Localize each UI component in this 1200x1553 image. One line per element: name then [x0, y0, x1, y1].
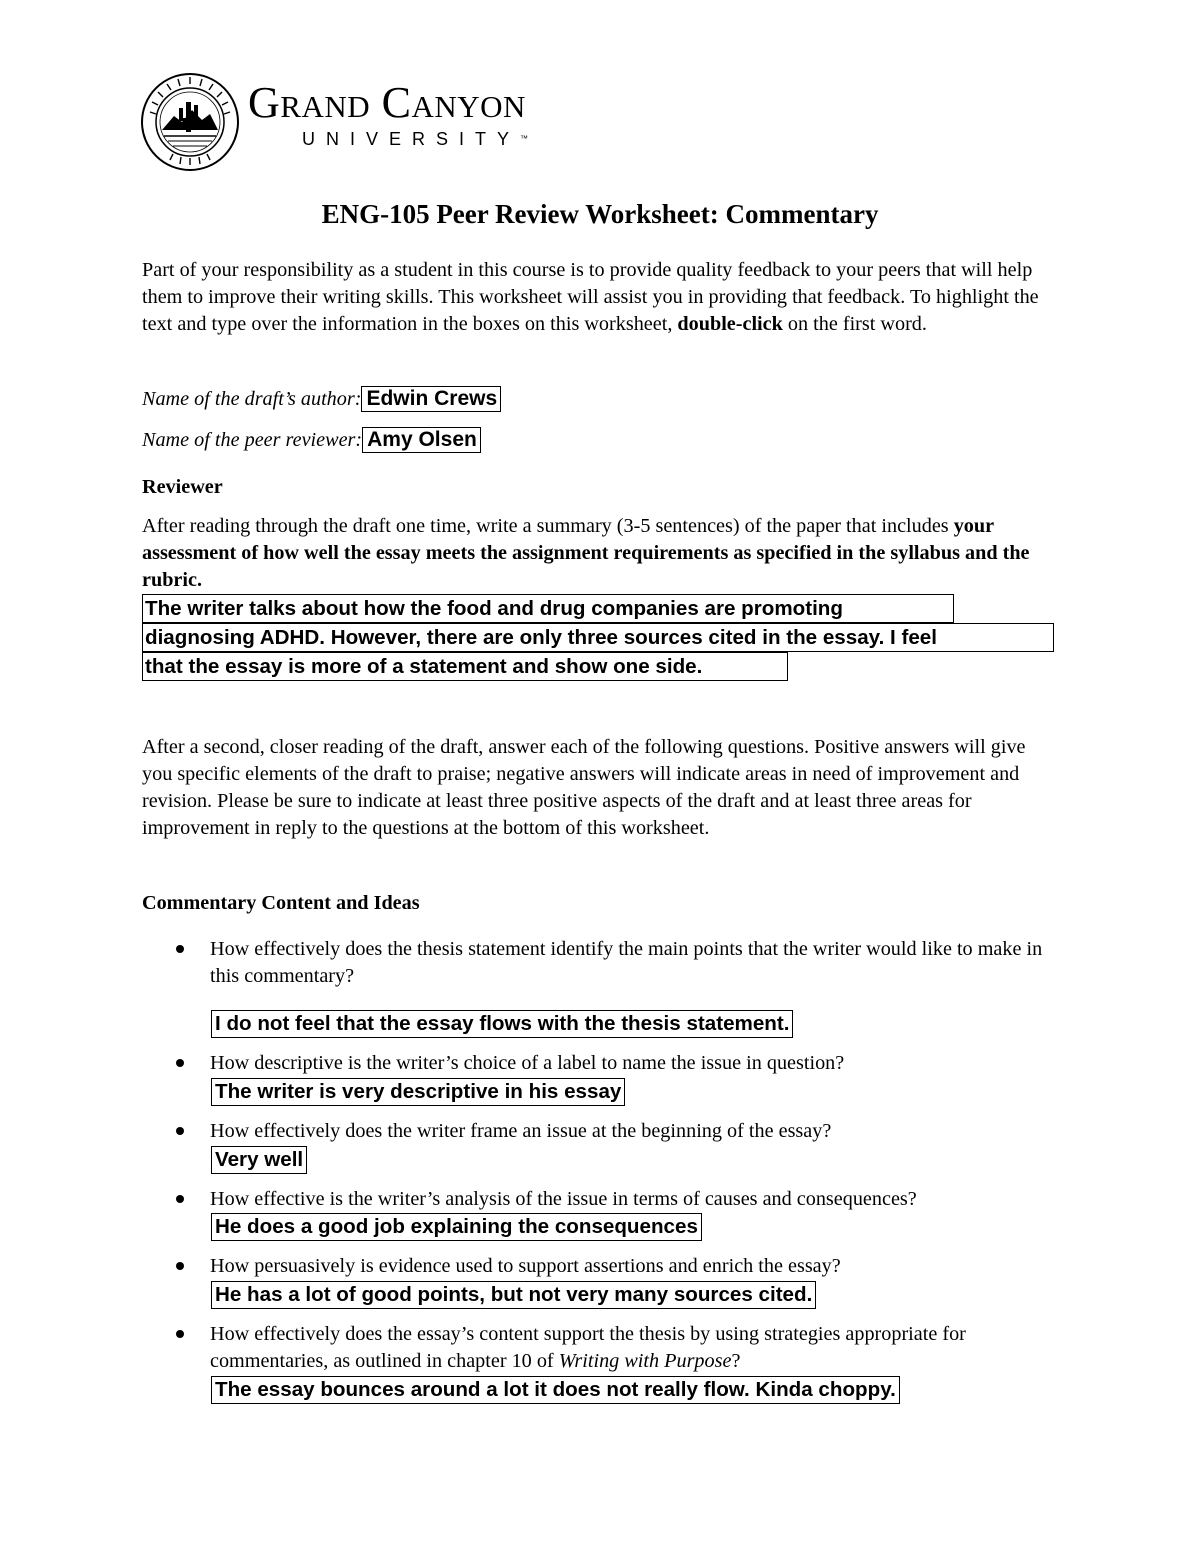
logo-subtitle: [302, 128, 528, 150]
answer-1-field[interactable]: I do not feel that the essay flows with the thesis statement.: [211, 1010, 793, 1038]
summary-line: [142, 623, 1054, 652]
summary-prompt-bold: your assessment of how well the essay meets the assignment requirements as specified in the syllabus and the rubric.: [142, 515, 1030, 591]
summary-line: [142, 652, 1054, 681]
content-heading: Commentary Content and Ideas: [142, 892, 420, 914]
bullet-icon: [176, 945, 184, 953]
logo-name: Grand Canyon: [248, 78, 526, 127]
question-6-text: How effectively does the essay’s content support the thesis by using strategies appropriate for commentaries, as outlined in chapter 10 of: [210, 1323, 966, 1372]
reviewer-heading: Reviewer: [142, 476, 223, 498]
bullet-icon: [176, 1059, 184, 1067]
question-5: How persuasively is evidence used to support assertions and enrich the essay?: [210, 1255, 841, 1277]
question-1: How effectively does the thesis statement identify the main points that the writer would like to make in this commentary?: [210, 938, 1043, 987]
intro-bold: double-click: [677, 313, 783, 335]
author-row: [142, 384, 501, 414]
university-seal-icon: [140, 72, 240, 172]
logo-university: UNIVERSITY: [302, 129, 521, 149]
answer-5-field[interactable]: He has a lot of good points, but not very many sources cited.: [211, 1281, 816, 1309]
intro-tail: on the first word.: [782, 313, 927, 335]
question-6-book-title: Writing with Purpose: [558, 1350, 732, 1372]
bullet-icon: [176, 1127, 184, 1135]
answer-2-field[interactable]: The writer is very descriptive in his essay: [211, 1078, 625, 1106]
answer-3-field[interactable]: Very well: [211, 1146, 307, 1174]
second-reading-paragraph: After a second, closer reading of the draft, answer each of the following questions. Positive answers will give you specific elements of the draft to praise; negative answers will indicate areas in need of improvement and revision. Please be sure to indicate at least three positive aspects of the draft and at least three areas for improvement in reply to the questions at the bottom of this worksheet.: [142, 736, 1026, 839]
author-label: Name of the draft’s author:: [142, 388, 362, 410]
summary-prompt: [142, 513, 1072, 594]
intro-text: Part of your responsibility as a student in this course is to provide quality feedback to your peers that will help them to improve their writing skills. This worksheet will assist you in providing that feedback. To highlight the text and type over the information in the boxes on this worksheet,: [142, 259, 1039, 335]
intro-paragraph: [142, 257, 1072, 338]
reviewer-label: Name of the peer reviewer:: [142, 429, 363, 451]
logo-wordmark: [248, 78, 528, 150]
answer-6-field[interactable]: The essay bounces around a lot it does not really flow. Kinda choppy.: [211, 1376, 900, 1404]
summary-line: [142, 594, 1054, 623]
summary-line-text: The writer talks about how the food and drug companies are promoting: [142, 594, 954, 623]
question-6-tail: ?: [731, 1350, 741, 1372]
answer-4-field[interactable]: He does a good job explaining the consequences: [211, 1213, 702, 1241]
summary-answer-field[interactable]: [142, 594, 1054, 681]
question-6: [210, 1321, 1070, 1375]
bullet-icon: [176, 1262, 184, 1270]
logo-trademark: ™: [520, 134, 529, 143]
reviewer-row: [142, 425, 481, 455]
bullet-icon: [176, 1330, 184, 1338]
summary-line-text: that the essay is more of a statement and show one side.: [142, 652, 788, 681]
university-logo: [140, 72, 600, 172]
question-2: How descriptive is the writer’s choice of a label to name the issue in question?: [210, 1052, 845, 1074]
summary-prompt-plain: After reading through the draft one time, write a summary (3-5 sentences) of the paper that includes: [142, 515, 954, 537]
question-4: How effective is the writer’s analysis of the issue in terms of causes and consequences?: [210, 1188, 917, 1210]
summary-line-text: diagnosing ADHD. However, there are only three sources cited in the essay. I feel: [142, 623, 1054, 652]
bullet-icon: [176, 1195, 184, 1203]
reviewer-field[interactable]: Amy Olsen: [362, 427, 481, 453]
page-title: ENG-105 Peer Review Worksheet: Commentary: [321, 199, 879, 229]
author-field[interactable]: Edwin Crews: [361, 386, 501, 412]
question-3: How effectively does the writer frame an issue at the beginning of the essay?: [210, 1120, 832, 1142]
